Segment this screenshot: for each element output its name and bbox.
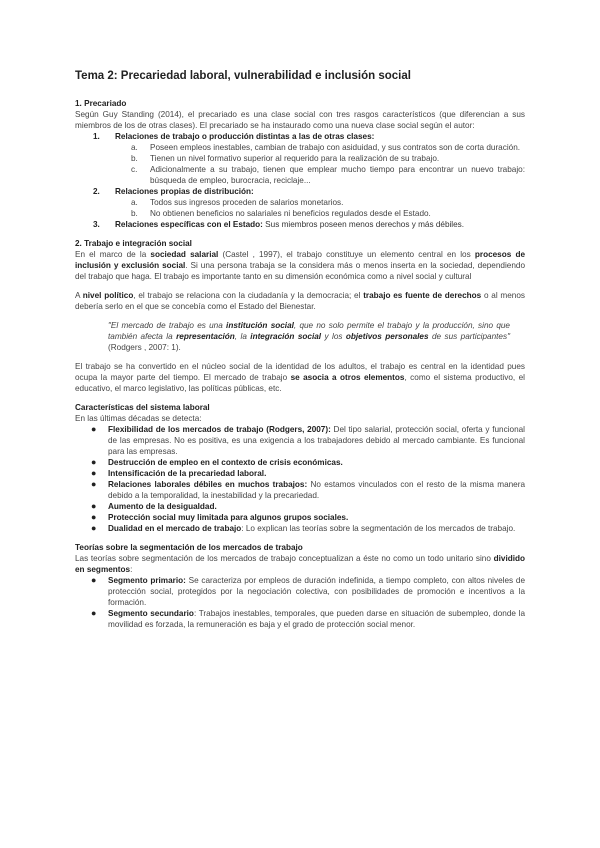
- paragraph: A nivel político, el trabajo se relaciona con la ciudadanía y la democracia; el trabajo es fuente de derechos o al menos debería serlo en el que se concebía como el Estado del Bienestar.: [75, 291, 526, 311]
- block-quote: "El mercado de trabajo es una institución social, que no solo permite el trabajo y la producción, sino que también afecta la representación, la integración social y los objetivos personales de sus participantes" (Rodgers , 2007: 1).: [108, 321, 510, 352]
- lettered-item: [75, 153, 525, 164]
- bullet-item: ● Destrucción de empleo en el contexto de crisis económicas.: [91, 457, 343, 467]
- item-text: Poseen empleos inestables, cambian de trabajo con asiduidad, y sus contratos son de corta duración.: [150, 143, 521, 152]
- bullet-icon: ●: [91, 457, 97, 467]
- numbered-item: [75, 186, 525, 197]
- numbered-item: [75, 131, 525, 142]
- section-heading-teorias: Teorías sobre la segmentación de los mercados de trabajo: [75, 543, 303, 552]
- document-title: Tema 2: Precariedad laboral, vulnerabilidad e inclusión social: [75, 70, 411, 82]
- item-letter: a.: [131, 143, 138, 152]
- lettered-item: [75, 142, 525, 153]
- bullet-item: ● Aumento de la desigualdad.: [91, 501, 217, 511]
- bullet-icon: ●: [91, 523, 97, 533]
- item-text: Sus miembros poseen menos derechos y más débiles.: [262, 220, 465, 229]
- bullet-icon: ●: [91, 501, 97, 511]
- item-letter: a.: [131, 198, 138, 207]
- bullet-item: ● Segmento secundario: Trabajos inestables, temporales, que pueden darse en situación de subempleo, donde la movilidad es forzada, la remuneración es baja y el grado de protección social menor.: [91, 608, 525, 629]
- document-page: [75, 70, 525, 630]
- item-text: Adicionalmente a su trabajo, tienen que emplear mucho tiempo para encontrar un nuevo trabajo: búsqueda de empleo, burocracia, reciclaje...: [150, 165, 525, 185]
- bullet-item: ● Flexibilidad de los mercados de trabajo (Rodgers, 2007): Del tipo salarial, protección social, oferta y funcional de las empresas. No es positiva, es una exigencia a los trabajadores debido al mercado cambiante. Es funcional para las empresas.: [91, 424, 526, 456]
- item-label: Relaciones propias de distribución:: [115, 187, 254, 196]
- item-text: Todos sus ingresos proceden de salarios monetarios.: [150, 198, 344, 207]
- bullet-icon: ●: [91, 424, 97, 434]
- caracteristicas-intro: En las últimas décadas se detecta:: [75, 414, 202, 423]
- item-text: No obtienen beneficios no salariales ni beneficios regulados desde el Estado.: [150, 209, 431, 218]
- bullet-icon: ●: [91, 479, 97, 489]
- section-heading-caracteristicas: Características del sistema laboral: [75, 403, 210, 412]
- section-heading-trabajo: 2. Trabajo e integración social: [75, 239, 192, 248]
- bullet-icon: ●: [91, 575, 97, 585]
- bullet-item: ● Segmento primario: Se caracteriza por empleos de duración indefinida, a tiempo completo, con altos niveles de protección social, protegidos por la negociación colectiva, con posibilidades de promoción e incentivos a la formación.: [91, 575, 525, 607]
- item-letter: b.: [131, 154, 138, 163]
- paragraph: Las teorías sobre segmentación de los mercados de trabajo conceptualizan a éste no como un todo unitario sino dividido en segmentos:: [75, 554, 525, 574]
- lettered-item: [75, 208, 525, 219]
- lettered-item: [75, 164, 525, 186]
- item-letter: c.: [131, 165, 138, 174]
- bullet-icon: ●: [91, 468, 97, 478]
- numbered-item: [75, 219, 525, 230]
- bullet-item: ● Intensificación de la precariedad laboral.: [91, 468, 267, 478]
- bullet-icon: ●: [91, 608, 97, 618]
- item-number: 1.: [93, 132, 100, 141]
- item-text: Tienen un nivel formativo superior al requerido para la realización de su trabajo.: [150, 154, 440, 163]
- precariado-intro: Según Guy Standing (2014), el precariado es una clase social con tres rasgos característicos (que diferencian a sus miembros de los de otras clases). El precariado se ha instaurado como una nueva clase social según el autor:: [75, 110, 525, 130]
- item-label: Relaciones específicas con el Estado:: [115, 220, 263, 229]
- paragraph: El trabajo se ha convertido en el núcleo social de la identidad de los adultos, el trabajo es central en la identidad pues ocupa la mayor parte del tiempo. El mercado de trabajo se asocia a otros elementos, como el sistema productivo, el educativo, el marco legislativo, las políticas públicas, etc.: [75, 362, 525, 393]
- bullet-item: ● Dualidad en el mercado de trabajo: Lo explican las teorías sobre la segmentación de los mercados de trabajo.: [91, 523, 516, 533]
- section-heading-precariado: 1. Precariado: [75, 99, 127, 108]
- lettered-item: [75, 197, 525, 208]
- paragraph: En el marco de la sociedad salarial (Castel , 1997), el trabajo constituye un elemento central en los procesos de inclusión y exclusión social. Si una persona trabaja se la considera más o menos inserta en la sociedad, dependiendo del trabajo que haga. El trabajo es importante tanto en su dimensión económica como a nivel social y cultural: [75, 250, 526, 281]
- bullet-item: ● Relaciones laborales débiles en muchos trabajos: No estamos vinculados con el resto de la misma manera debido a la temporalidad, la inestabilidad y la precariedad.: [91, 479, 526, 500]
- item-number: 2.: [93, 187, 100, 196]
- item-label: Relaciones de trabajo o producción distintas a las de otras clases:: [115, 132, 375, 141]
- item-number: 3.: [93, 220, 100, 229]
- bullet-icon: ●: [91, 512, 97, 522]
- bullet-item: ● Protección social muy limitada para algunos grupos sociales.: [91, 512, 349, 522]
- item-letter: b.: [131, 209, 138, 218]
